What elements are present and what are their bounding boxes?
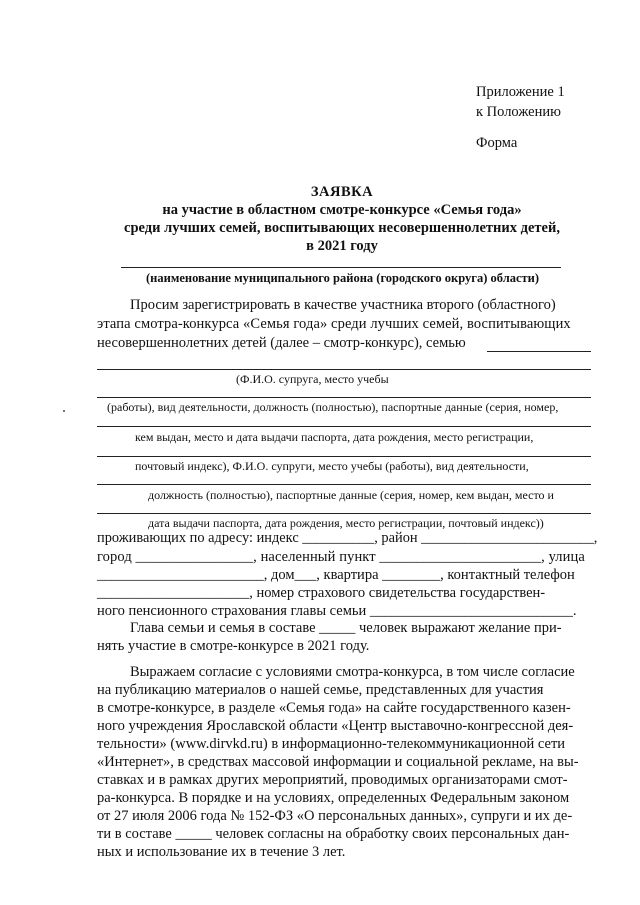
- info-field-line-6[interactable]: [97, 513, 591, 514]
- consent-line: на публикацию материалов о нашей семье, представленных для участия: [97, 682, 544, 698]
- members-line-2: нять участие в смотре-конкурсе в 2021 году.: [97, 638, 370, 654]
- info-field-line-1[interactable]: [97, 369, 591, 370]
- consent-line: ставках и в рамках других мероприятий, проводимых организаторами смот-: [97, 772, 568, 788]
- appendix-reference: [476, 82, 565, 122]
- info-caption-6: дата выдачи паспорта, дата рождения, место регистрации, почтовый индекс)): [148, 516, 544, 530]
- consent-line: ных и использование их в течение 3 лет.: [97, 844, 346, 860]
- consent-line: Выражаем согласие с условиями смотра-конкурса, в том числе согласие: [130, 664, 575, 680]
- title-line-3: среди лучших семей, воспитывающих несовершеннолетних детей,: [124, 220, 560, 236]
- info-caption-3: кем выдан, место и дата выдачи паспорта, дата рождения, место регистрации,: [135, 430, 534, 444]
- title-line-2: на участие в областном смотре-конкурсе «Семья года»: [162, 202, 522, 218]
- consent-line: тельности» (www.dirvkd.ru) в информационно-телекоммуникационной сети: [97, 736, 566, 752]
- document-title: [92, 183, 592, 255]
- consent-line: «Интернет», в средствах массовой информации и социальной рекламе, на вы-: [97, 754, 579, 770]
- consent-line: ного учреждения Ярославской области «Центр выставочно-конгрессной дея-: [97, 718, 574, 734]
- info-caption-4: почтовый индекс), Ф.И.О. супруги, место учебы (работы), вид деятельности,: [135, 459, 529, 473]
- district-field-line[interactable]: [121, 267, 561, 268]
- appendix-line-2: к Положению: [476, 104, 561, 120]
- info-field-line-2[interactable]: [97, 397, 591, 398]
- family-name-field[interactable]: [487, 351, 591, 352]
- district-caption: (наименование муниципального района (городского округа) области): [146, 271, 540, 285]
- address-line-3[interactable]: _______________________, дом___, квартира ________, контактный телефон: [97, 567, 575, 583]
- form-label: Форма: [476, 135, 518, 151]
- address-line-2[interactable]: город ________________, населенный пункт ______________________, улица: [97, 549, 585, 565]
- title-line-4: в 2021 году: [306, 238, 378, 254]
- address-line-1[interactable]: проживающих по адресу: индекс __________, район ________________________,: [97, 530, 598, 546]
- consent-line: ти в составе _____ человек согласны на обработку своих персональных дан-: [97, 826, 570, 842]
- members-line-1[interactable]: Глава семьи и семья в составе _____ человек выражают желание при-: [130, 620, 562, 636]
- info-caption-2: (работы), вид деятельности, должность (полностью), паспортные данные (серия, номер,: [107, 400, 559, 414]
- scan-speck: [63, 410, 65, 412]
- request-line-3: несовершеннолетних детей (далее – смотр-конкурс), семью: [97, 335, 466, 351]
- consent-line: от 27 июля 2006 года № 152-ФЗ «О персональных данных», супруги и их де-: [97, 808, 573, 824]
- consent-line: в смотре-конкурсе, в разделе «Семья года» на сайте государственного казен-: [97, 700, 571, 716]
- request-line-1: Просим зарегистрировать в качестве участника второго (областного): [130, 297, 556, 313]
- info-field-line-3[interactable]: [97, 426, 591, 427]
- info-caption-5: должность (полностью), паспортные данные (серия, номер, кем выдан, место и: [148, 488, 554, 502]
- info-caption-1: (Ф.И.О. супруга, место учебы: [236, 372, 389, 386]
- appendix-line-1: Приложение 1: [476, 84, 565, 100]
- info-field-line-4[interactable]: [97, 456, 591, 457]
- address-line-4[interactable]: _____________________, номер страхового свидетельства государствен-: [97, 585, 546, 601]
- title-main: ЗАЯВКА: [310, 184, 374, 200]
- info-field-line-5[interactable]: [97, 484, 591, 485]
- consent-line: ра-конкурса. В порядке и на условиях, определенных Федеральным законом: [97, 790, 570, 806]
- address-line-5[interactable]: ного пенсионного страхования главы семьи ____________________________.: [97, 603, 577, 619]
- request-line-2: этапа смотра-конкурса «Семья года» среди лучших семей, воспитывающих: [97, 316, 571, 332]
